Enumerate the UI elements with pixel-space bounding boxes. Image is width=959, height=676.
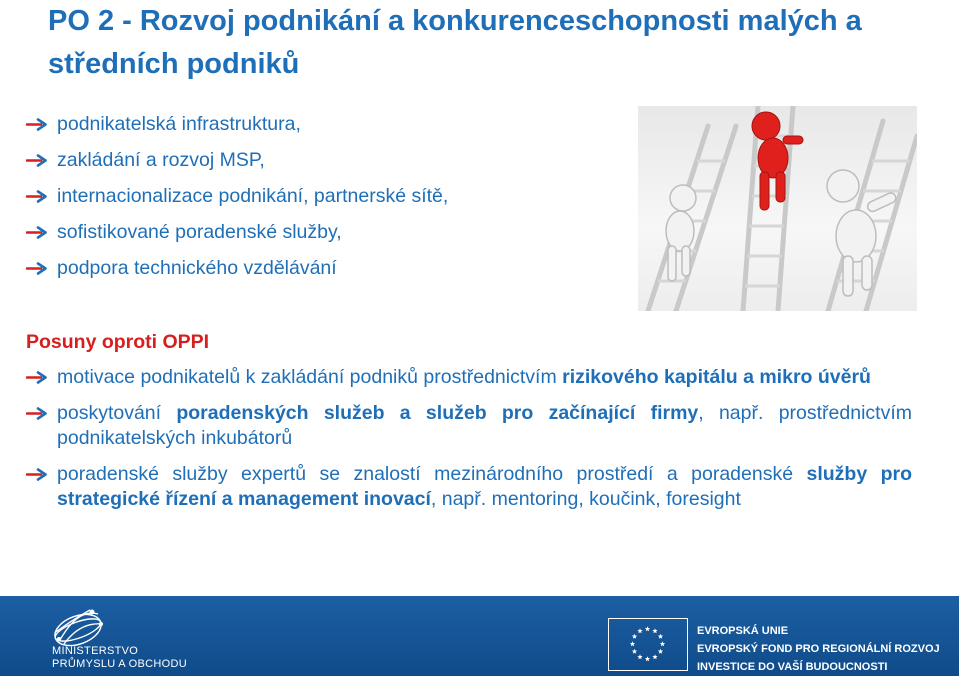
arrow-right-icon (26, 407, 48, 420)
item-text-bold: rizikového kapitálu a mikro úvěrů (562, 366, 871, 388)
item-text: , např. mentoring, koučink, foresight (430, 488, 741, 510)
eu-star-icon (652, 628, 657, 633)
list-item-text: podnikatelská infrastruktura, (57, 113, 301, 135)
item-text: poskytování (57, 402, 177, 424)
ministry-line: PRŮMYSLU A OBCHODU (52, 658, 187, 670)
topic-list (26, 112, 448, 292)
eu-star-icon (658, 649, 663, 654)
ministry-line: MINISTERSTVO (52, 645, 139, 657)
eu-line: INVESTICE DO VAŠÍ BUDOUCNOSTI (697, 661, 888, 673)
list-item (26, 220, 448, 256)
ladder-climbers-image (638, 106, 917, 311)
eu-flag (608, 618, 688, 671)
page-title: PO 2 - Rozvoj podnikání a konkurenceschopnosti malých a středních podniků (48, 5, 862, 80)
list-item-text: zakládání a rozvoj MSP, (57, 149, 265, 171)
eu-star-icon (632, 634, 637, 639)
list-item-text: podpora technického vzdělávání (57, 257, 337, 279)
list-item (26, 184, 448, 220)
arrow-right-icon (26, 262, 48, 275)
list-item (26, 462, 912, 512)
eu-star-icon (660, 641, 665, 646)
footer-bar (0, 596, 959, 676)
arrow-right-icon (26, 118, 48, 131)
eu-text (697, 622, 940, 676)
list-item (26, 401, 912, 451)
item-text: motivace podnikatelů k zakládání podniků prostřednictvím (57, 366, 563, 388)
arrow-right-icon (26, 226, 48, 239)
eu-star-icon (632, 649, 637, 654)
arrow-right-icon (26, 468, 48, 481)
ministry-name (52, 645, 187, 671)
eu-line: EVROPSKÁ UNIE (697, 625, 789, 637)
arrow-right-icon (26, 190, 48, 203)
list-item-text: sofistikované poradenské služby, (57, 221, 342, 243)
eu-star-icon (637, 628, 642, 633)
item-text: , např. prostřednictvím podnikatelských inkubátorů (57, 402, 912, 449)
item-text-bold: služby pro strategické řízení a management inovací (57, 463, 912, 510)
changes-list (26, 365, 912, 512)
list-item (26, 112, 448, 148)
item-text-bold: poradenských služeb a služeb pro začínající firmy (176, 402, 699, 424)
arrow-right-icon (26, 371, 48, 384)
eu-line: EVROPSKÝ FOND PRO REGIONÁLNÍ ROZVOJ (697, 643, 940, 655)
list-item (26, 256, 448, 292)
eu-star-icon (637, 654, 642, 659)
list-item-text: internacionalizace podnikání, partnerské sítě, (57, 185, 449, 207)
eu-star-icon (645, 626, 650, 631)
eu-star-icon (645, 656, 650, 661)
item-text: poradenské služby expertů se znalostí mezinárodního prostředí a poradenské (57, 463, 807, 485)
list-item (26, 148, 448, 184)
section-title: Posuny oproti OPPI (26, 331, 210, 353)
list-item (26, 365, 912, 390)
eu-star-icon (652, 654, 657, 659)
eu-star-icon (658, 634, 663, 639)
arrow-right-icon (26, 154, 48, 167)
eu-star-icon (630, 641, 635, 646)
